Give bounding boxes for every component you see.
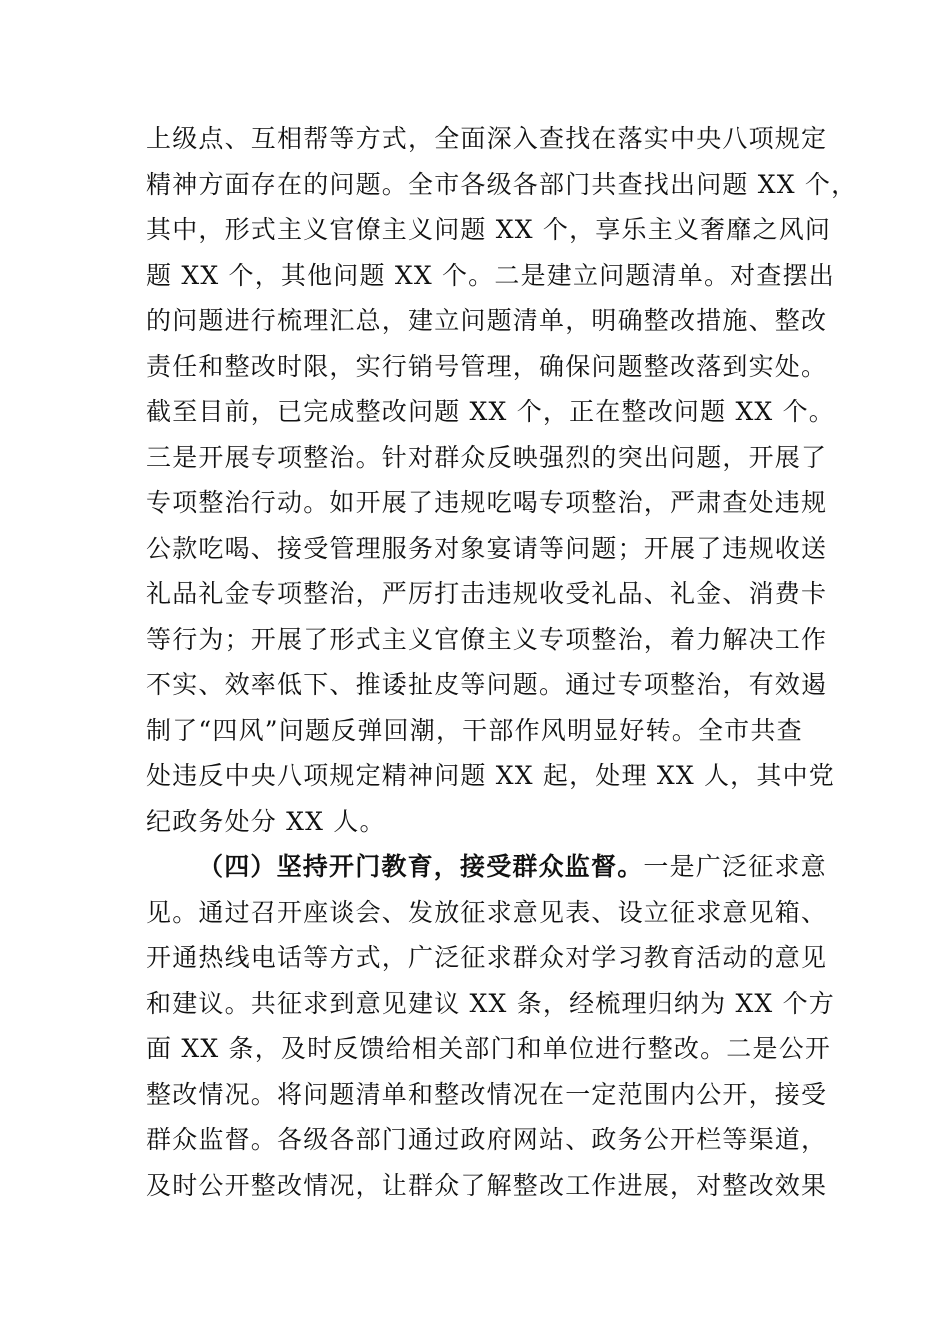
text-line: 题 XX 个，其他问题 XX 个。二是建立问题清单。对查摆出 <box>146 260 835 290</box>
text-line: 见。通过召开座谈会、发放征求意见表、设立征求意见箱、 <box>146 897 828 927</box>
text-line: 和建议。共征求到意见建议 XX 条，经梳理归纳为 XX 个方 <box>146 988 835 1018</box>
section-heading: （四）坚持开门教育，接受群众监督。 <box>198 852 644 881</box>
paragraph-open-education <box>146 844 835 1208</box>
text-line: 整改情况。将问题清单和整改情况在一定范围内公开，接受 <box>146 1079 828 1109</box>
text-run: 一是广泛征求意 <box>643 852 827 881</box>
section-first-line <box>146 844 827 890</box>
text-line: 礼品礼金专项整治，严厉打击违规收受礼品、礼金、消费卡 <box>146 579 828 608</box>
text-line: 开通热线电话等方式，广泛征求群众对学习教育活动的意见 <box>146 943 828 972</box>
text-line: 等行为；开展了形式主义官僚主义专项整治，着力解决工作 <box>146 624 828 654</box>
text-line: 群众监督。各级各部门通过政府网站、政务公开栏等渠道， <box>146 1125 828 1154</box>
text-line: 及时公开整改情况，让群众了解整改工作进展，对整改效果 <box>146 1170 828 1200</box>
text-line: 上级点、互相帮等方式，全面深入查找在落实中央八项规定 <box>146 124 828 153</box>
document-body <box>146 116 858 1208</box>
text-line: 专项整治行动。如开展了违规吃喝专项整治，严肃查处违规 <box>146 488 828 517</box>
text-line: 的问题进行梳理汇总，建立问题清单，明确整改措施、整改 <box>146 306 828 335</box>
text-line: 不实、效率低下、推诿扯皮等问题。通过专项整治，有效遏 <box>146 670 828 699</box>
text-line: 其中，形式主义官僚主义问题 XX 个，享乐主义奢靡之风问 <box>146 215 832 244</box>
text-line: 责任和整改时限，实行销号管理，确保问题整改落到实处。 <box>146 351 828 381</box>
text-line: 截至目前，已完成整改问题 XX 个，正在整改问题 XX 个。 <box>146 397 835 426</box>
text-line: 面 XX 条，及时反馈给相关部门和单位进行整改。二是公开 <box>146 1034 832 1063</box>
text-line: 三是开展专项整治。针对群众反映强烈的突出问题，开展了 <box>146 442 828 472</box>
text-line: 处违反中央八项规定精神问题 XX 起，处理 XX 人，其中党 <box>146 761 835 790</box>
paragraph-problem-rectification <box>146 116 858 844</box>
text-line: 纪政务处分 XX 人。 <box>146 806 386 836</box>
text-line: 精神方面存在的问题。全市各级各部门共查找出问题 XX 个， <box>146 169 858 199</box>
text-line: 制了“四风”问题反弹回潮，干部作风明显好转。全市共查 <box>146 715 803 745</box>
text-line: 公款吃喝、接受管理服务对象宴请等问题；开展了违规收送 <box>146 533 828 563</box>
